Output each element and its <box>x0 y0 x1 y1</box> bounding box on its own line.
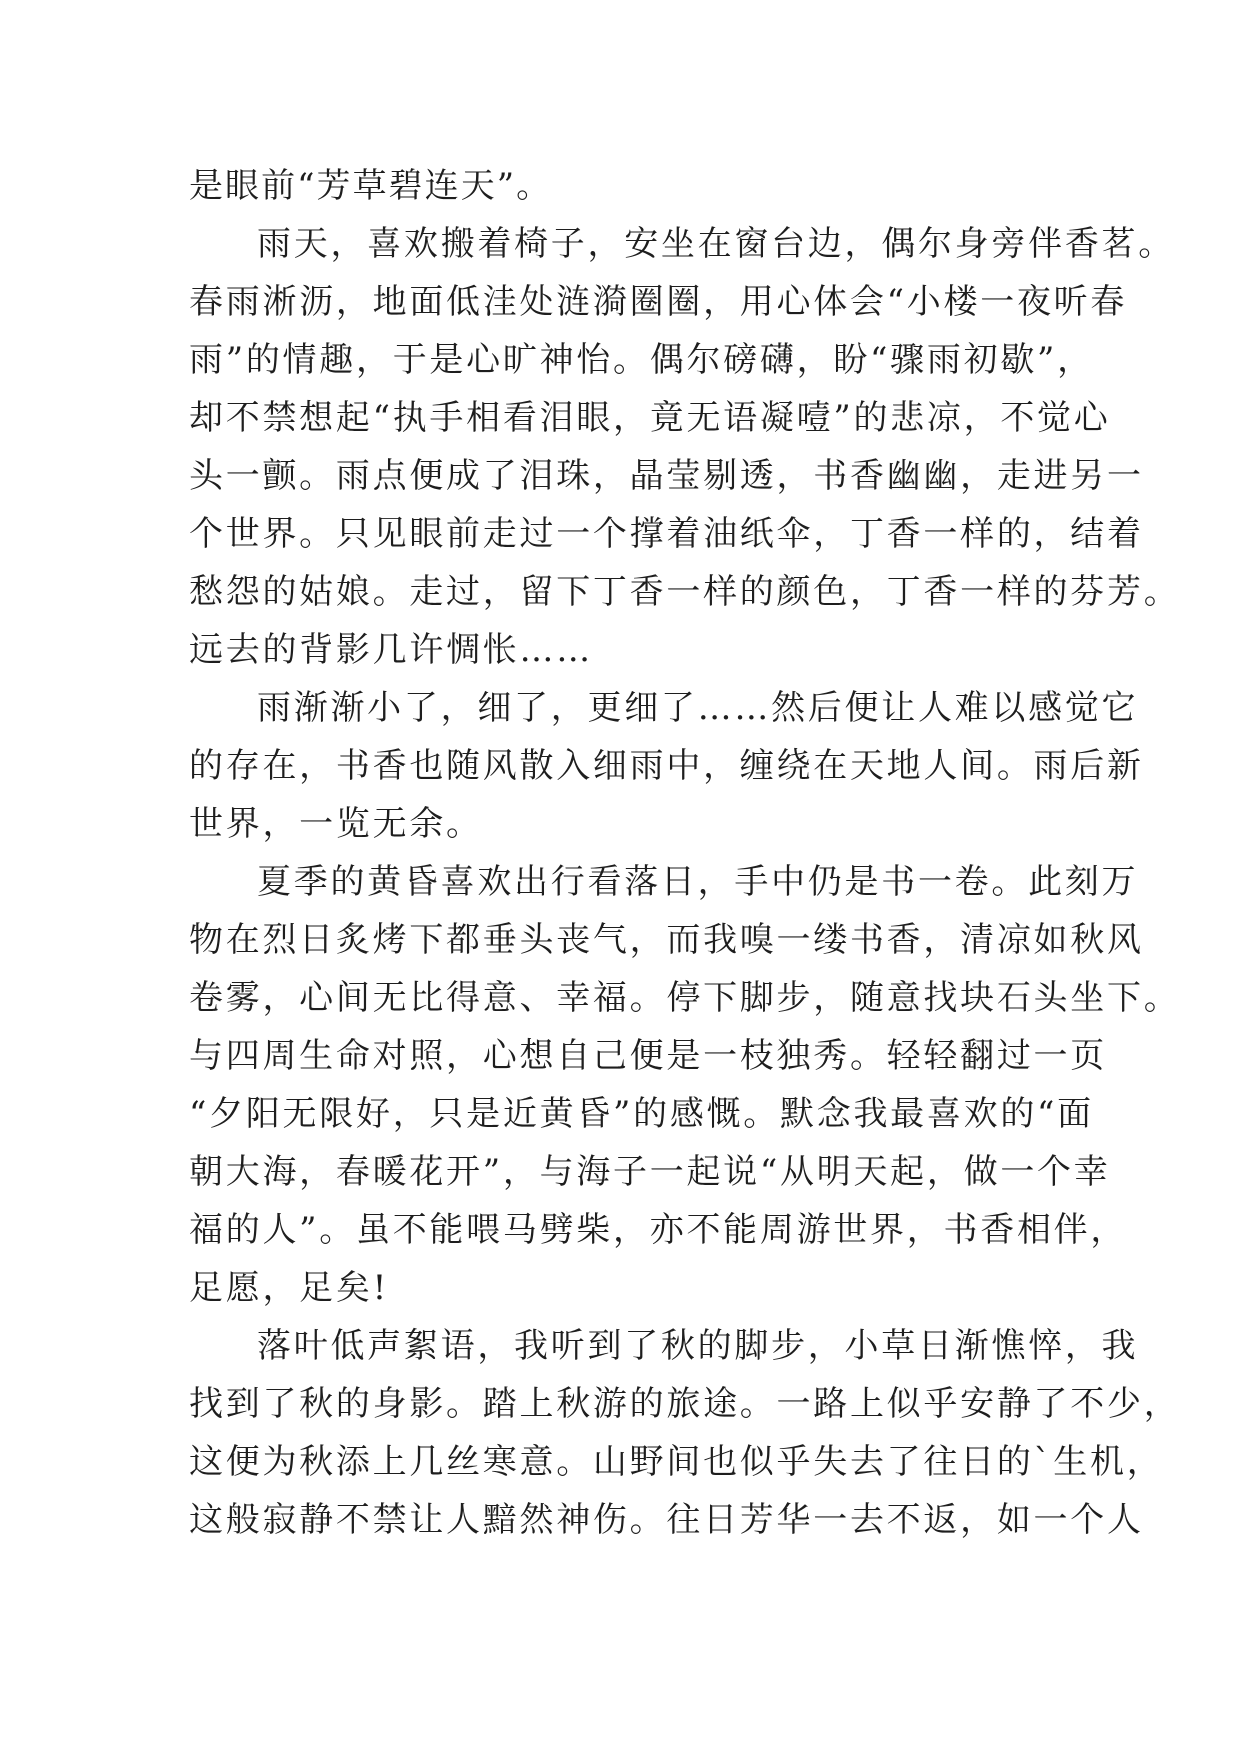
text-line: 物在烈日炙烤下都垂头丧气，而我嗅一缕书香，清凉如秋风 <box>189 920 1144 960</box>
text-line: 个世界。只见眼前走过一个撑着油纸伞，丁香一样的，结着 <box>189 514 1144 554</box>
text-line: 头一颤。雨点便成了泪珠，晶莹剔透，书香幽幽，走进另一 <box>189 456 1144 496</box>
text-line: 春雨淅沥，地面低洼处涟漪圈圈，用心体会“小楼一夜听春 <box>189 282 1128 322</box>
text-line: 的存在，书香也随风散入细雨中，缠绕在天地人间。雨后新 <box>189 746 1144 786</box>
text-line: “夕阳无限好，只是近黄昏”的感慨。默念我最喜欢的“面 <box>189 1094 1094 1134</box>
text-line: 世界，一览无余。 <box>189 804 483 844</box>
text-line: 这便为秋添上几丝寒意。山野间也似乎失去了往日的`生机， <box>189 1442 1164 1482</box>
paragraph-first-line: 落叶低声絮语，我听到了秋的脚步，小草日渐憔悴，我 <box>257 1326 1139 1366</box>
text-line: 这般寂静不禁让人黯然神伤。往日芳华一去不返，如一个人 <box>189 1500 1144 1540</box>
paragraph-first-line: 雨渐渐小了，细了，更细了……然后便让人难以感觉它 <box>257 688 1139 728</box>
text-line: 是眼前“芳草碧连天”。 <box>189 166 553 206</box>
text-line: 愁怨的姑娘。走过，留下丁香一样的颜色，丁香一样的芬芳。 <box>189 572 1181 612</box>
text-line: 雨”的情趣，于是心旷神怡。偶尔磅礴，盼“骤雨初歇”， <box>189 340 1094 380</box>
text-line: 与四周生命对照，心想自己便是一枝独秀。轻轻翻过一页 <box>189 1036 1107 1076</box>
text-line: 远去的背影几许惆怅…… <box>189 630 593 670</box>
text-line: 却不禁想起“执手相看泪眼，竟无语凝噎”的悲凉，不觉心 <box>189 398 1111 438</box>
text-line: 找到了秋的身影。踏上秋游的旅途。一路上似乎安静了不少， <box>189 1384 1181 1424</box>
text-line: 卷雾，心间无比得意、幸福。停下脚步，随意找块石头坐下。 <box>189 978 1181 1018</box>
text-line: 足愿，足矣! <box>189 1268 389 1308</box>
document-body <box>189 157 1181 1549</box>
paragraph-first-line: 夏季的黄昏喜欢出行看落日，手中仍是书一卷。此刻万 <box>257 862 1139 902</box>
paragraph-first-line: 雨天，喜欢搬着椅子，安坐在窗台边，偶尔身旁伴香茗。 <box>257 224 1175 264</box>
text-line: 朝大海，春暖花开”，与海子一起说“从明天起，做一个幸 <box>189 1152 1111 1192</box>
text-line: 福的人”。虽不能喂马劈柴，亦不能周游世界，书香相伴， <box>189 1210 1128 1250</box>
